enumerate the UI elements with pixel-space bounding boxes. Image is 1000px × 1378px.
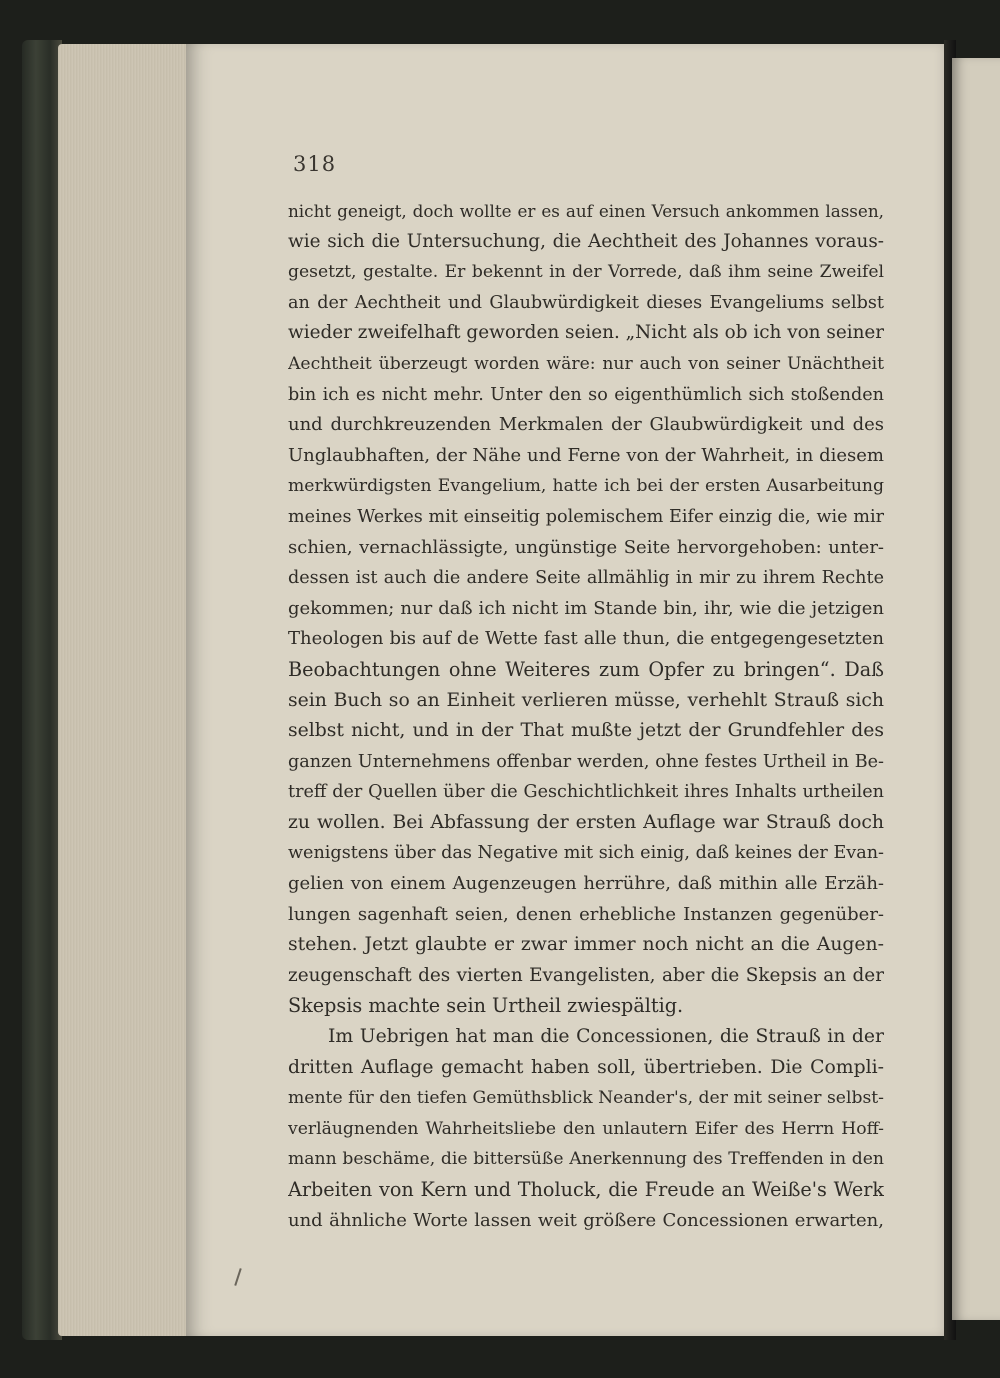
text-line: gelien von einem Augenzeugen herrühre, daß mithin alle Erzäh- <box>288 873 884 895</box>
text-line: zu wollen. Bei Abfassung der ersten Auflage war Strauß doch <box>288 811 884 833</box>
text-line: merkwürdigsten Evangelium, hatte ich bei der ersten Ausarbeitung <box>288 476 884 497</box>
text-line: schien, vernachlässigte, ungünstige Seite hervorgehoben: unter- <box>288 536 884 558</box>
text-line: Unglaubhaften, der Nähe und Ferne von der Wahrheit, in diesem <box>288 444 884 466</box>
text-line: und ähnliche Worte lassen weit größere Concessionen erwarten, <box>288 1209 884 1231</box>
text-line: verläugnenden Wahrheitsliebe den unlautern Eifer des Herrn Hoff- <box>288 1118 884 1139</box>
text-line: ganzen Unternehmens offenbar werden, ohne festes Urtheil in Be- <box>288 751 884 772</box>
text-line: Im Uebrigen hat man die Concessionen, die Strauß in der <box>328 1026 884 1048</box>
text-line: treff der Quellen über die Geschichtlichkeit ihres Inhalts urtheilen <box>288 782 884 803</box>
text-line: wieder zweifelhaft geworden seien. „Nicht als ob ich von seiner <box>288 322 884 344</box>
page-text <box>288 196 884 1236</box>
text-line: an der Aechtheit und Glaubwürdigkeit dieses Evangeliums selbst <box>288 292 884 313</box>
text-line: nicht geneigt, doch wollte er es auf einen Versuch ankommen lassen, <box>288 201 884 221</box>
text-line: gekommen; nur daß ich nicht im Stande bin, ihr, wie die jetzigen <box>288 597 884 619</box>
text-line: meines Werkes mit einseitig polemischem Eifer einzig die, wie mir <box>288 506 884 527</box>
facing-page-edge <box>952 58 1000 1320</box>
text-line: Theologen bis auf de Wette fast alle thun, die entgegengesetzten <box>288 628 884 650</box>
text-line: selbst nicht, und in der That mußte jetzt der Grundfehler des <box>288 720 884 742</box>
page-number: 318 <box>293 152 337 176</box>
page-stack-edge <box>58 44 190 1336</box>
text-line: dessen ist auch die andere Seite allmählig in mir zu ihrem Rechte <box>288 568 884 589</box>
text-line: sein Buch so an Einheit verlieren müsse, verhehlt Strauß sich <box>288 689 884 711</box>
text-line: und durchkreuzenden Merkmalen der Glaubwürdigkeit und des <box>288 414 884 436</box>
book-cover-edge <box>22 40 62 1340</box>
text-line: lungen sagenhaft seien, denen erhebliche Instanzen gegenüber- <box>288 903 884 925</box>
text-line: dritten Auflage gemacht haben soll, übertrieben. Die Compli- <box>288 1056 884 1078</box>
text-line: wenigstens über das Negative mit sich einig, daß keines der Evan- <box>288 843 884 864</box>
text-line: mente für den tiefen Gemüthsblick Neander's, der mit seiner selbst- <box>288 1088 884 1109</box>
text-line: bin ich es nicht mehr. Unter den so eigenthümlich sich stoßenden <box>288 384 884 405</box>
text-line: Beobachtungen ohne Weiteres zum Opfer zu bringen“. Daß <box>288 657 884 681</box>
text-line: mann beschäme, die bittersüße Anerkennung des Treffenden in den <box>288 1149 884 1170</box>
text-line: Aechtheit überzeugt worden wäre: nur auch von seiner Unächtheit <box>288 353 884 374</box>
text-line: wie sich die Untersuchung, die Aechtheit des Johannes voraus- <box>288 230 884 252</box>
text-line: Skepsis machte sein Urtheil zwiespältig. <box>288 994 684 1018</box>
text-line: Arbeiten von Kern und Tholuck, die Freude an Weiße's Werk <box>288 1178 884 1201</box>
text-line: gesetzt, gestalte. Er bekennt in der Vorrede, daß ihm seine Zweifel <box>288 262 884 283</box>
text-line: stehen. Jetzt glaubte er zwar immer noch nicht an die Augen- <box>288 934 884 956</box>
text-line: zeugenschaft des vierten Evangelisten, aber die Skepsis an der <box>288 964 884 986</box>
